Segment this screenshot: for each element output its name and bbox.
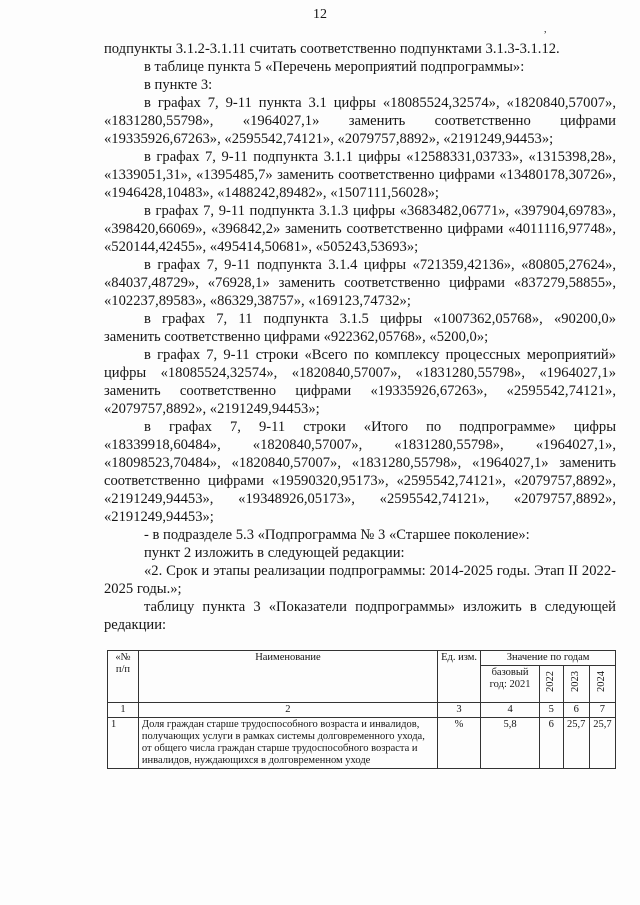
document-body: [104, 40, 616, 634]
col-number: 7: [589, 703, 615, 718]
row-value-2023: 25,7: [563, 718, 589, 769]
paragraph: пункт 2 изложить в следующей редакции:: [144, 545, 405, 561]
col-number: 1: [108, 703, 139, 718]
col-number: 4: [481, 703, 540, 718]
header-values-group: Значение по годам: [481, 651, 616, 666]
paragraph: подпункты 3.1.2-3.1.11 считать соответственно подпунктами 3.1.3-3.1.12.: [104, 41, 560, 57]
paragraph: в графах 7, 9-11 строки «Всего по комплексу процессных мероприятий» цифры «18085524,32574», «1820840,57007», «1831280,55798», «1964027,1» заменить соответственно цифрами «19335926,67263», «2595542,74121», «2079757,8892», «2191249,94453»;: [104, 347, 616, 417]
row-name: Доля граждан старше трудоспособного возраста и инвалидов, получающих услуги в рамках системы долговременного ухода, от общего числа граждан старше трудоспособного возраста и инвалидов, нуждающихся в долговременном уходе: [138, 718, 437, 769]
paragraph: в пункте 3:: [144, 77, 213, 93]
row-num: 1: [108, 718, 139, 769]
header-unit: Ед. изм.: [437, 651, 480, 703]
table-row: [108, 718, 616, 769]
col-number: 3: [437, 703, 480, 718]
page-number: 12: [313, 7, 327, 22]
paragraph: в графах 7, 9-11 подпункта 3.1.3 цифры «3683482,06771», «397904,69783», «398420,66069», «396842,2» заменить соответственно цифрами «4011116,97748», «520144,42455», «495414,50681», «505243,53693»;: [104, 203, 616, 255]
paragraph: в графах 7, 9-11 подпункта 3.1.4 цифры «721359,42136», «80805,27624», «84037,48729», «76928,1» заменить соответственно цифрами «837279,58855», «102237,89583», «86329,38757», «169123,74732»;: [104, 257, 616, 309]
paragraph: таблицу пункта 3 «Показатели подпрограммы» изложить в следующей редакции:: [104, 599, 616, 633]
col-number: 2: [138, 703, 437, 718]
header-name: Наименование: [138, 651, 437, 703]
paragraph: - в подразделе 5.3 «Подпрограмма № 3 «Старшее поколение»:: [144, 527, 530, 543]
paragraph: в графах 7, 11 подпункта 3.1.5 цифры «1007362,05768», «90200,0» заменить соответственно цифрами «922362,05768», «5200,0»;: [104, 311, 616, 345]
row-unit: %: [437, 718, 480, 769]
row-base-value: 5,8: [481, 718, 540, 769]
paragraph: в графах 7, 9-11 подпункта 3.1.1 цифры «12588331,03733», «1315398,28», «1339051,31», «1395485,7» заменить соответственно цифрами «13480178,30726», «1946428,10483», «1488242,89482», «1507111,56028»;: [104, 149, 616, 201]
indicators-table: [107, 650, 616, 769]
header-num: «№ п/п: [108, 651, 139, 703]
row-value-2022: 6: [539, 718, 563, 769]
scan-mark: ,: [544, 24, 547, 35]
paragraph: в таблице пункта 5 «Перечень мероприятий подпрограммы»:: [144, 59, 525, 75]
paragraph: в графах 7, 9-11 строки «Итого по подпрограмме» цифры «18339918,60484», «1820840,57007», «1831280,55798», «1964027,1», «18098523,70484», «1820840,57007», «1831280,55798», «1964027,1» заменить соответственно цифрами «19590320,95173», «2595542,74121», «2079757,8892», «2191249,94453», «19348926,05173», «2595542,74121», «2079757,8892», «2191249,94453»;: [104, 419, 616, 525]
paragraph: в графах 7, 9-11 пункта 3.1 цифры «18085524,32574», «1820840,57007», «1831280,55798», «1964027,1» заменить соответственно цифрами «19335926,67263», «2595542,74121», «2079757,8892», «2191249,94453»;: [104, 95, 616, 147]
column-numbers-row: [108, 703, 616, 718]
header-year-2024: 2024: [589, 666, 615, 703]
paragraph: «2. Срок и этапы реализации подпрограммы: 2014-2025 годы. Этап II 2022-2025 годы.»;: [104, 563, 616, 597]
header-base-year: базовый год: 2021: [481, 666, 540, 703]
header-year-2022: 2022: [539, 666, 563, 703]
row-value-2024: 25,7: [589, 718, 615, 769]
col-number: 6: [563, 703, 589, 718]
col-number: 5: [539, 703, 563, 718]
header-year-2023: 2023: [563, 666, 589, 703]
